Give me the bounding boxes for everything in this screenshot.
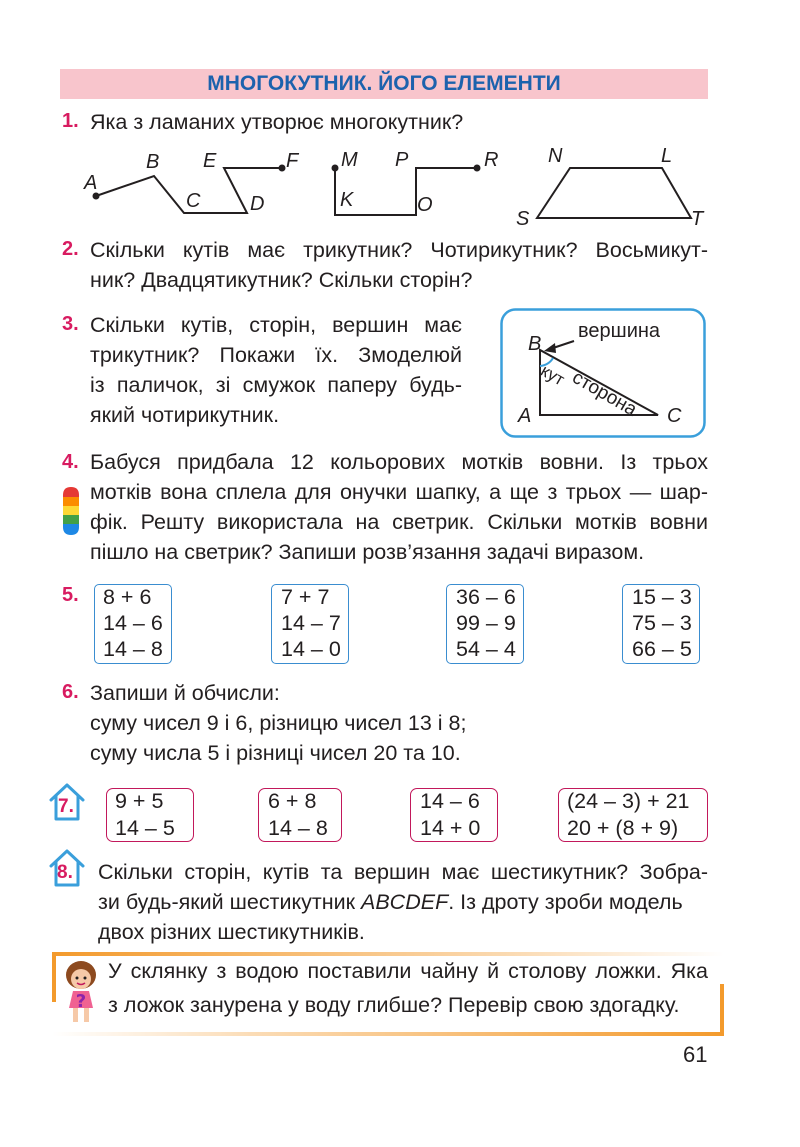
task-1-text: Яка з ламаних утворює многокутник? xyxy=(90,110,464,134)
polyline-mkopr xyxy=(335,168,477,215)
angle-label: кут xyxy=(537,361,568,390)
label-r: R xyxy=(484,149,499,171)
label-l: L xyxy=(661,145,673,167)
task-5-box-3-line-2: 99 – 9 xyxy=(456,611,516,635)
task-4-number: 4. xyxy=(62,451,79,473)
label-a: A xyxy=(84,172,98,194)
task-4-line-2: мотків вона сплела для онучки шапку, а ще з трьох — шар- xyxy=(90,480,708,504)
label-b: B xyxy=(146,151,160,173)
task-7-box-4-line-2: 20 + (8 + 9) xyxy=(567,816,679,840)
task-8-line-2-part-a: зи будь-який шестикутник xyxy=(98,890,361,914)
puzzle-line-2: з ложок занурена у воду глибше? Перевір свою здогадку. xyxy=(108,993,680,1017)
task-8-line-1: Скільки сторін, кутів та вершин має шестикутник? Зобра- xyxy=(98,860,708,884)
task-7-box-4-line-1: (24 – 3) + 21 xyxy=(567,789,690,813)
task-5-box-2-line-1: 7 + 7 xyxy=(281,585,330,609)
task-5-box-1-line-3: 14 – 8 xyxy=(103,637,163,661)
page-title: МНОГОКУТНИК. ЙОГО ЕЛЕМЕНТИ xyxy=(207,72,561,95)
triangle-label-c: C xyxy=(667,405,682,427)
task-7-box-1-line-1: 9 + 5 xyxy=(115,789,164,813)
task-3-line-2: трикутник? Покажи їх. Змоделюй xyxy=(90,343,462,367)
label-c: C xyxy=(186,190,201,212)
task-5-box-3-line-3: 54 – 4 xyxy=(456,637,516,661)
label-p: P xyxy=(395,149,409,171)
task-8-line-2 xyxy=(98,887,708,917)
trapezoid-nlts xyxy=(537,168,691,218)
label-e: E xyxy=(203,150,217,172)
color-pencil-icon xyxy=(60,485,82,537)
label-m: M xyxy=(341,149,358,171)
task-5-box-4-line-1: 15 – 3 xyxy=(632,585,692,609)
task-3-line-3: із паличок, зі смужок паперу будь- xyxy=(90,373,462,397)
task-2-number: 2. xyxy=(62,238,79,260)
task-3-line-4: який чотирикутник. xyxy=(90,403,280,427)
label-f: F xyxy=(286,150,299,172)
label-d: D xyxy=(250,193,265,215)
task-8-number: 8. xyxy=(57,862,73,883)
task-4-line-1: Бабуся придбала 12 кольорових мотків вовни. Із трьох xyxy=(90,450,708,474)
task-8-line-3: двох різних шестикутників. xyxy=(98,920,365,944)
page-number: 61 xyxy=(683,1042,708,1067)
task-4-line-3: фік. Решту використала на светрик. Скільки мотків вовни xyxy=(90,510,708,534)
task-7-box-3-line-1: 14 – 6 xyxy=(420,789,480,813)
label-o: O xyxy=(417,194,433,216)
task-7-box-2-line-2: 14 – 8 xyxy=(268,816,328,840)
task-3-line-1: Скільки кутів, сторін, вершин має xyxy=(90,313,462,337)
label-n: N xyxy=(548,145,563,167)
task-5-number: 5. xyxy=(62,584,79,606)
task-7-number: 7. xyxy=(58,796,74,817)
task-5-box-2-line-3: 14 – 0 xyxy=(281,637,341,661)
task-6-line-3: суму числа 5 і різниці чисел 20 та 10. xyxy=(90,741,461,765)
task-5-box-4-line-2: 75 – 3 xyxy=(632,611,692,635)
task-6-number: 6. xyxy=(62,681,79,703)
hexagon-name: ABCDEF xyxy=(361,890,449,914)
task-5-box-2-line-2: 14 – 7 xyxy=(281,611,341,635)
task-7-box-1-line-2: 14 – 5 xyxy=(115,816,175,840)
svg-text:?: ? xyxy=(75,991,87,1012)
task-5-box-1-line-2: 14 – 6 xyxy=(103,611,163,635)
task-5-box-4-line-3: 66 – 5 xyxy=(632,637,692,661)
task-2-line-1: Скільки кутів має трикутник? Чотирикутник? Восьмикут- xyxy=(90,238,708,262)
label-t: T xyxy=(691,208,704,230)
task-5-box-3-line-1: 36 – 6 xyxy=(456,585,516,609)
puzzle-line-1: У склянку з водою поставили чайну й столову ложки. Яка xyxy=(108,959,708,983)
side-label: сторона xyxy=(568,367,641,421)
task-3-number: 3. xyxy=(62,313,79,335)
task-1-figures xyxy=(0,0,800,240)
task-7-box-2-line-1: 6 + 8 xyxy=(268,789,317,813)
task-1-number: 1. xyxy=(62,110,79,132)
task-5-box-1-line-1: 8 + 6 xyxy=(103,585,152,609)
vertex-label: вершина xyxy=(578,320,661,342)
task-2-line-2: ник? Двадцятикутник? Скільки сторін? xyxy=(90,268,473,292)
label-s: S xyxy=(516,208,530,230)
task-7-box-3-line-2: 14 + 0 xyxy=(420,816,481,840)
triangle-label-a: A xyxy=(518,405,532,427)
task-4-line-4: пішло на светрик? Запиши розв’язання задачі виразом. xyxy=(90,540,645,564)
label-k: K xyxy=(340,189,354,211)
task-6-line-2: суму чисел 9 і 6, різницю чисел 13 і 8; xyxy=(90,711,467,735)
girl-question-icon xyxy=(58,958,104,1028)
task-8-line-2-part-c: . Із дроту зроби модель xyxy=(448,890,683,914)
task-6-line-1: Запиши й обчисли: xyxy=(90,681,280,705)
triangle-label-b: B xyxy=(528,333,542,355)
